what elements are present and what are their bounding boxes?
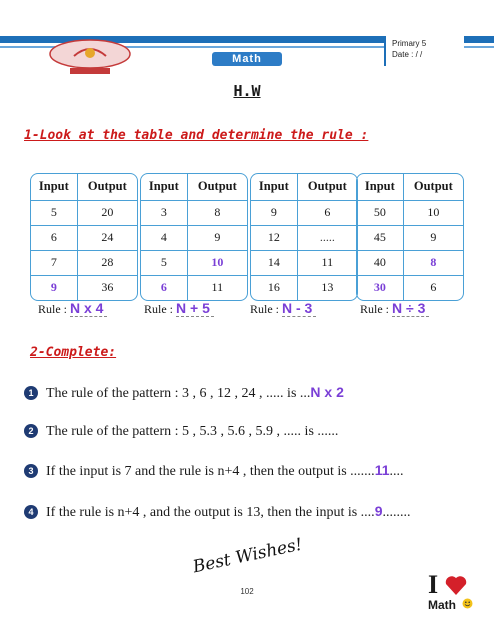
answer-cell[interactable]: 9 — [31, 275, 77, 300]
math-banner: Math — [212, 52, 282, 66]
rule-line-3 — [250, 300, 316, 317]
item-tail: .... — [389, 464, 404, 479]
table-cell: 6 — [297, 200, 357, 225]
table-cell: 24 — [77, 225, 137, 250]
item-answer[interactable]: 9 — [374, 503, 383, 519]
school-logo — [44, 38, 136, 78]
output-header: Output — [403, 174, 463, 200]
table-cell: 8 — [187, 200, 247, 225]
complete-item-2 — [24, 424, 338, 440]
rule-table-2 — [140, 173, 248, 301]
item-answer[interactable]: 11 — [374, 462, 390, 478]
heart-icon — [444, 574, 468, 596]
rule-label: Rule : — [144, 302, 173, 316]
table-cell: 6 — [403, 275, 463, 300]
table-cell: 14 — [251, 250, 297, 275]
table-cell: 50 — [357, 200, 403, 225]
complete-item-3 — [24, 462, 404, 480]
rule-answer[interactable]: N - 3 — [282, 300, 316, 317]
table-cell: 12 — [251, 225, 297, 250]
table-cell: 11 — [187, 275, 247, 300]
table-cell: 5 — [141, 250, 187, 275]
rule-label: Rule : — [360, 302, 389, 316]
smiley-icon — [462, 598, 473, 609]
rule-answer[interactable]: N ÷ 3 — [392, 300, 429, 317]
table-cell: 11 — [297, 250, 357, 275]
rule-label: Rule : — [250, 302, 279, 316]
rule-line-2 — [144, 300, 214, 317]
grade-label: Primary 5 — [392, 39, 427, 48]
input-header: Input — [141, 174, 187, 200]
blank-cell[interactable]: ..... — [297, 225, 357, 250]
table-cell: 3 — [141, 200, 187, 225]
table-cell: 10 — [403, 200, 463, 225]
page-title: H.W — [233, 82, 261, 100]
rule-table-4 — [356, 173, 464, 301]
rule-table-3 — [250, 173, 358, 301]
table-cell: 40 — [357, 250, 403, 275]
answer-cell[interactable]: 8 — [403, 250, 463, 275]
date-label: Date : / / — [392, 50, 423, 59]
rule-answer[interactable]: N + 5 — [176, 300, 214, 317]
table-cell: 5 — [31, 200, 77, 225]
complete-item-4 — [24, 503, 410, 521]
item-text[interactable]: The rule of the pattern : 5 , 5.3 , 5.6 , 5.9 , ..... is ...... — [46, 424, 339, 439]
table-cell: 9 — [187, 225, 247, 250]
output-header: Output — [77, 174, 137, 200]
answer-cell[interactable]: 6 — [141, 275, 187, 300]
output-header: Output — [297, 174, 357, 200]
question-2-title: 2-Complete: — [30, 345, 117, 360]
love-math: Math — [428, 598, 456, 612]
answer-cell[interactable]: 30 — [357, 275, 403, 300]
love-i: I — [428, 570, 439, 599]
item-text: If the input is 7 and the rule is n+4 , then the output is ....... — [46, 464, 375, 479]
rule-label: Rule : — [38, 302, 67, 316]
item-number-badge: 3 — [24, 464, 38, 478]
table-cell: 9 — [403, 225, 463, 250]
rule-line-1 — [38, 300, 107, 317]
table-cell: 13 — [297, 275, 357, 300]
input-header: Input — [31, 174, 77, 200]
rule-answer[interactable]: N x 4 — [70, 300, 107, 317]
table-cell: 16 — [251, 275, 297, 300]
table-cell: 6 — [31, 225, 77, 250]
answer-cell[interactable]: 10 — [187, 250, 247, 275]
rule-table-1 — [30, 173, 138, 301]
best-wishes-signature: Best Wishes! — [191, 534, 305, 578]
table-cell: 9 — [251, 200, 297, 225]
table-cell: 7 — [31, 250, 77, 275]
item-tail: ........ — [382, 505, 411, 520]
item-text: If the rule is n+4 , and the output is 13, then the input is .... — [46, 505, 375, 520]
item-number-badge: 1 — [24, 386, 38, 400]
output-header: Output — [187, 174, 247, 200]
complete-item-1 — [24, 384, 344, 402]
class-info-box — [384, 36, 464, 66]
table-cell: 20 — [77, 200, 137, 225]
rule-line-4 — [360, 300, 429, 317]
item-answer[interactable]: N x 2 — [310, 384, 344, 400]
table-cell: 36 — [77, 275, 137, 300]
item-number-badge: 4 — [24, 505, 38, 519]
input-header: Input — [251, 174, 297, 200]
table-cell: 28 — [77, 250, 137, 275]
question-1-title: 1-Look at the table and determine the rule : — [24, 128, 369, 143]
item-number-badge: 2 — [24, 424, 38, 438]
page-number: 102 — [240, 587, 254, 596]
item-text: The rule of the pattern : 3 , 6 , 12 , 24 , ..... is ... — [46, 386, 311, 401]
table-cell: 4 — [141, 225, 187, 250]
table-cell: 45 — [357, 225, 403, 250]
input-header: Input — [357, 174, 403, 200]
